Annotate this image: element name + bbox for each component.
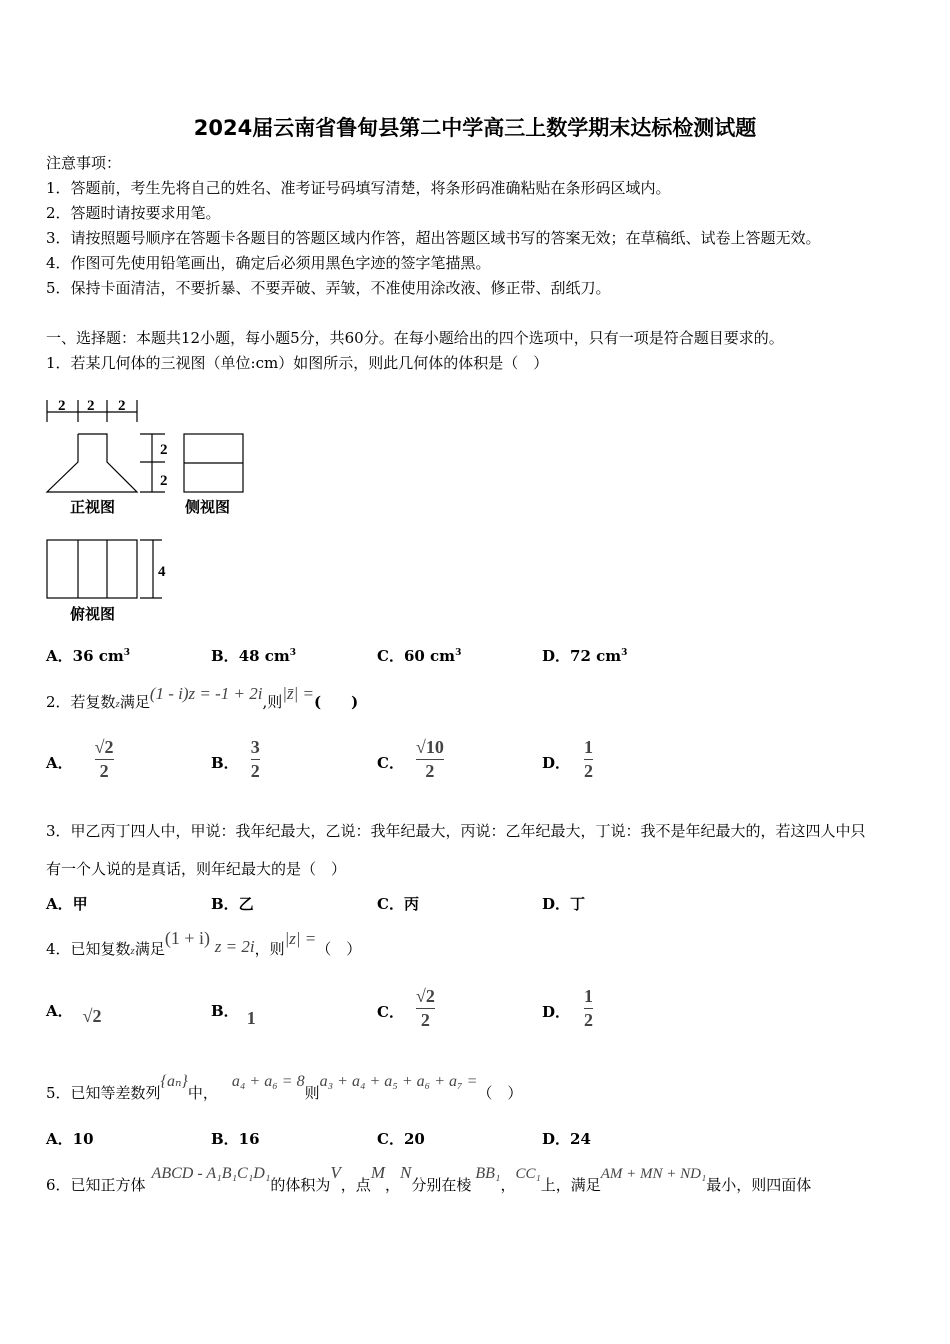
page-title: 2024届云南省鲁甸县第二中学高三上数学期末达标检测试题 <box>193 116 757 140</box>
dim-top-3: 2 <box>118 398 126 414</box>
front-view-label: 正视图 <box>70 498 116 516</box>
notice-item-1: 1．答题前，考生先将自己的姓名、准考证号码填写清楚，将条形码准确粘贴在条形码区域内。 <box>46 179 671 197</box>
dim-height: 4 <box>158 564 166 580</box>
q3-option-b: B．乙 <box>211 895 254 913</box>
q3-option-a: A．甲 <box>46 895 88 913</box>
dim-top-1: 2 <box>58 398 66 414</box>
q3-option-c: C．丙 <box>377 895 419 913</box>
notice-item-5: 5．保持卡面清洁，不要折暴、不要弄破、弄皱，不准使用涂改液、修正带、刮纸刀。 <box>46 279 611 297</box>
top-view-label: 俯视图 <box>70 605 116 623</box>
dim-side-1: 2 <box>160 442 168 458</box>
notice-heading: 注意事项： <box>46 154 122 172</box>
q1-stem: 1．若某几何体的三视图（单位:cm）如图所示，则此几何体的体积是（ ） <box>46 354 549 372</box>
notice-item-2: 2．答题时请按要求用笔。 <box>46 204 221 222</box>
q5-option-b: B．16 <box>211 1130 260 1148</box>
section-heading: 一、选择题：本题共12小题，每小题5分，共60分。在每小题给出的四个选项中，只有一项是符合题目要求的。 <box>46 329 784 347</box>
q4-option-a: A． √2 <box>46 1002 102 1026</box>
q5-stem: 5．已知等差数列{aₙ}中，a₄ + a₆ = 8则a₃ + a₄ + a₅ + a₆ + a₇ =（ ） <box>46 1073 523 1102</box>
notice-item-4: 4．作图可先使用铅笔画出，确定后必须用黑色字迹的签字笔描黑。 <box>46 254 491 272</box>
q2-option-a: A． $\frac{√2}{2}$ <box>46 737 114 781</box>
q2-option-c: C． $\frac{√10}{2}$ <box>377 737 444 781</box>
three-view-figure <box>40 392 260 627</box>
q4-option-c: C． $\frac{√2}{2}$ <box>377 986 435 1030</box>
q4-stem: 4．已知复数$_z$满足(1 + i) z = 2i，则|z| =（ ） <box>46 928 362 958</box>
dim-side-2: 2 <box>160 473 168 489</box>
q2-option-d: D． $\frac{1}{2}$ <box>542 737 594 781</box>
q5-option-c: C．20 <box>377 1130 425 1148</box>
q1-option-b: B．48 $cm^3$ <box>211 647 297 665</box>
q5-option-d: D．24 <box>542 1130 591 1148</box>
q6-stem: 6．已知正方体ABCD - A₁B₁C₁D₁的体积为V，点M，N分别在棱BB₁，CC₁上，满足AM + MN + ND₁最小，则四面体 <box>46 1163 812 1194</box>
q3-line-1: 3．甲乙丙丁四人中，甲说：我年纪最大，乙说：我年纪最大，丙说：乙年纪最大，丁说：我不是年纪最大的，若这四人中只 <box>46 822 866 840</box>
dim-top-2: 2 <box>87 398 95 414</box>
q1-option-c: C．60 $cm^3$ <box>377 647 462 665</box>
q1-option-d: D．72 $cm^3$ <box>542 647 628 665</box>
side-view-label: 侧视图 <box>185 498 231 516</box>
notice-item-3: 3．请按照题号顺序在答题卡各题目的答题区域内作答，超出答题区域书写的答案无效；在草稿纸、试卷上答题无效。 <box>46 229 821 247</box>
q4-option-b: B． 1 <box>211 1002 256 1028</box>
q2-option-b: B． $\frac{3}{2}$ <box>211 737 260 781</box>
q4-option-d: D． $\frac{1}{2}$ <box>542 986 594 1030</box>
q1-option-a: A．36 $cm^3$ <box>46 647 131 665</box>
q2-stem: 2．若复数$_z$满足(1 - i)z = -1 + 2i,则|z̄| =( ) <box>46 684 359 711</box>
q3-option-d: D．丁 <box>542 895 586 913</box>
q5-option-a: A．10 <box>46 1130 94 1148</box>
q3-line-2: 有一个人说的是真话，则年纪最大的是（ ） <box>46 860 347 878</box>
